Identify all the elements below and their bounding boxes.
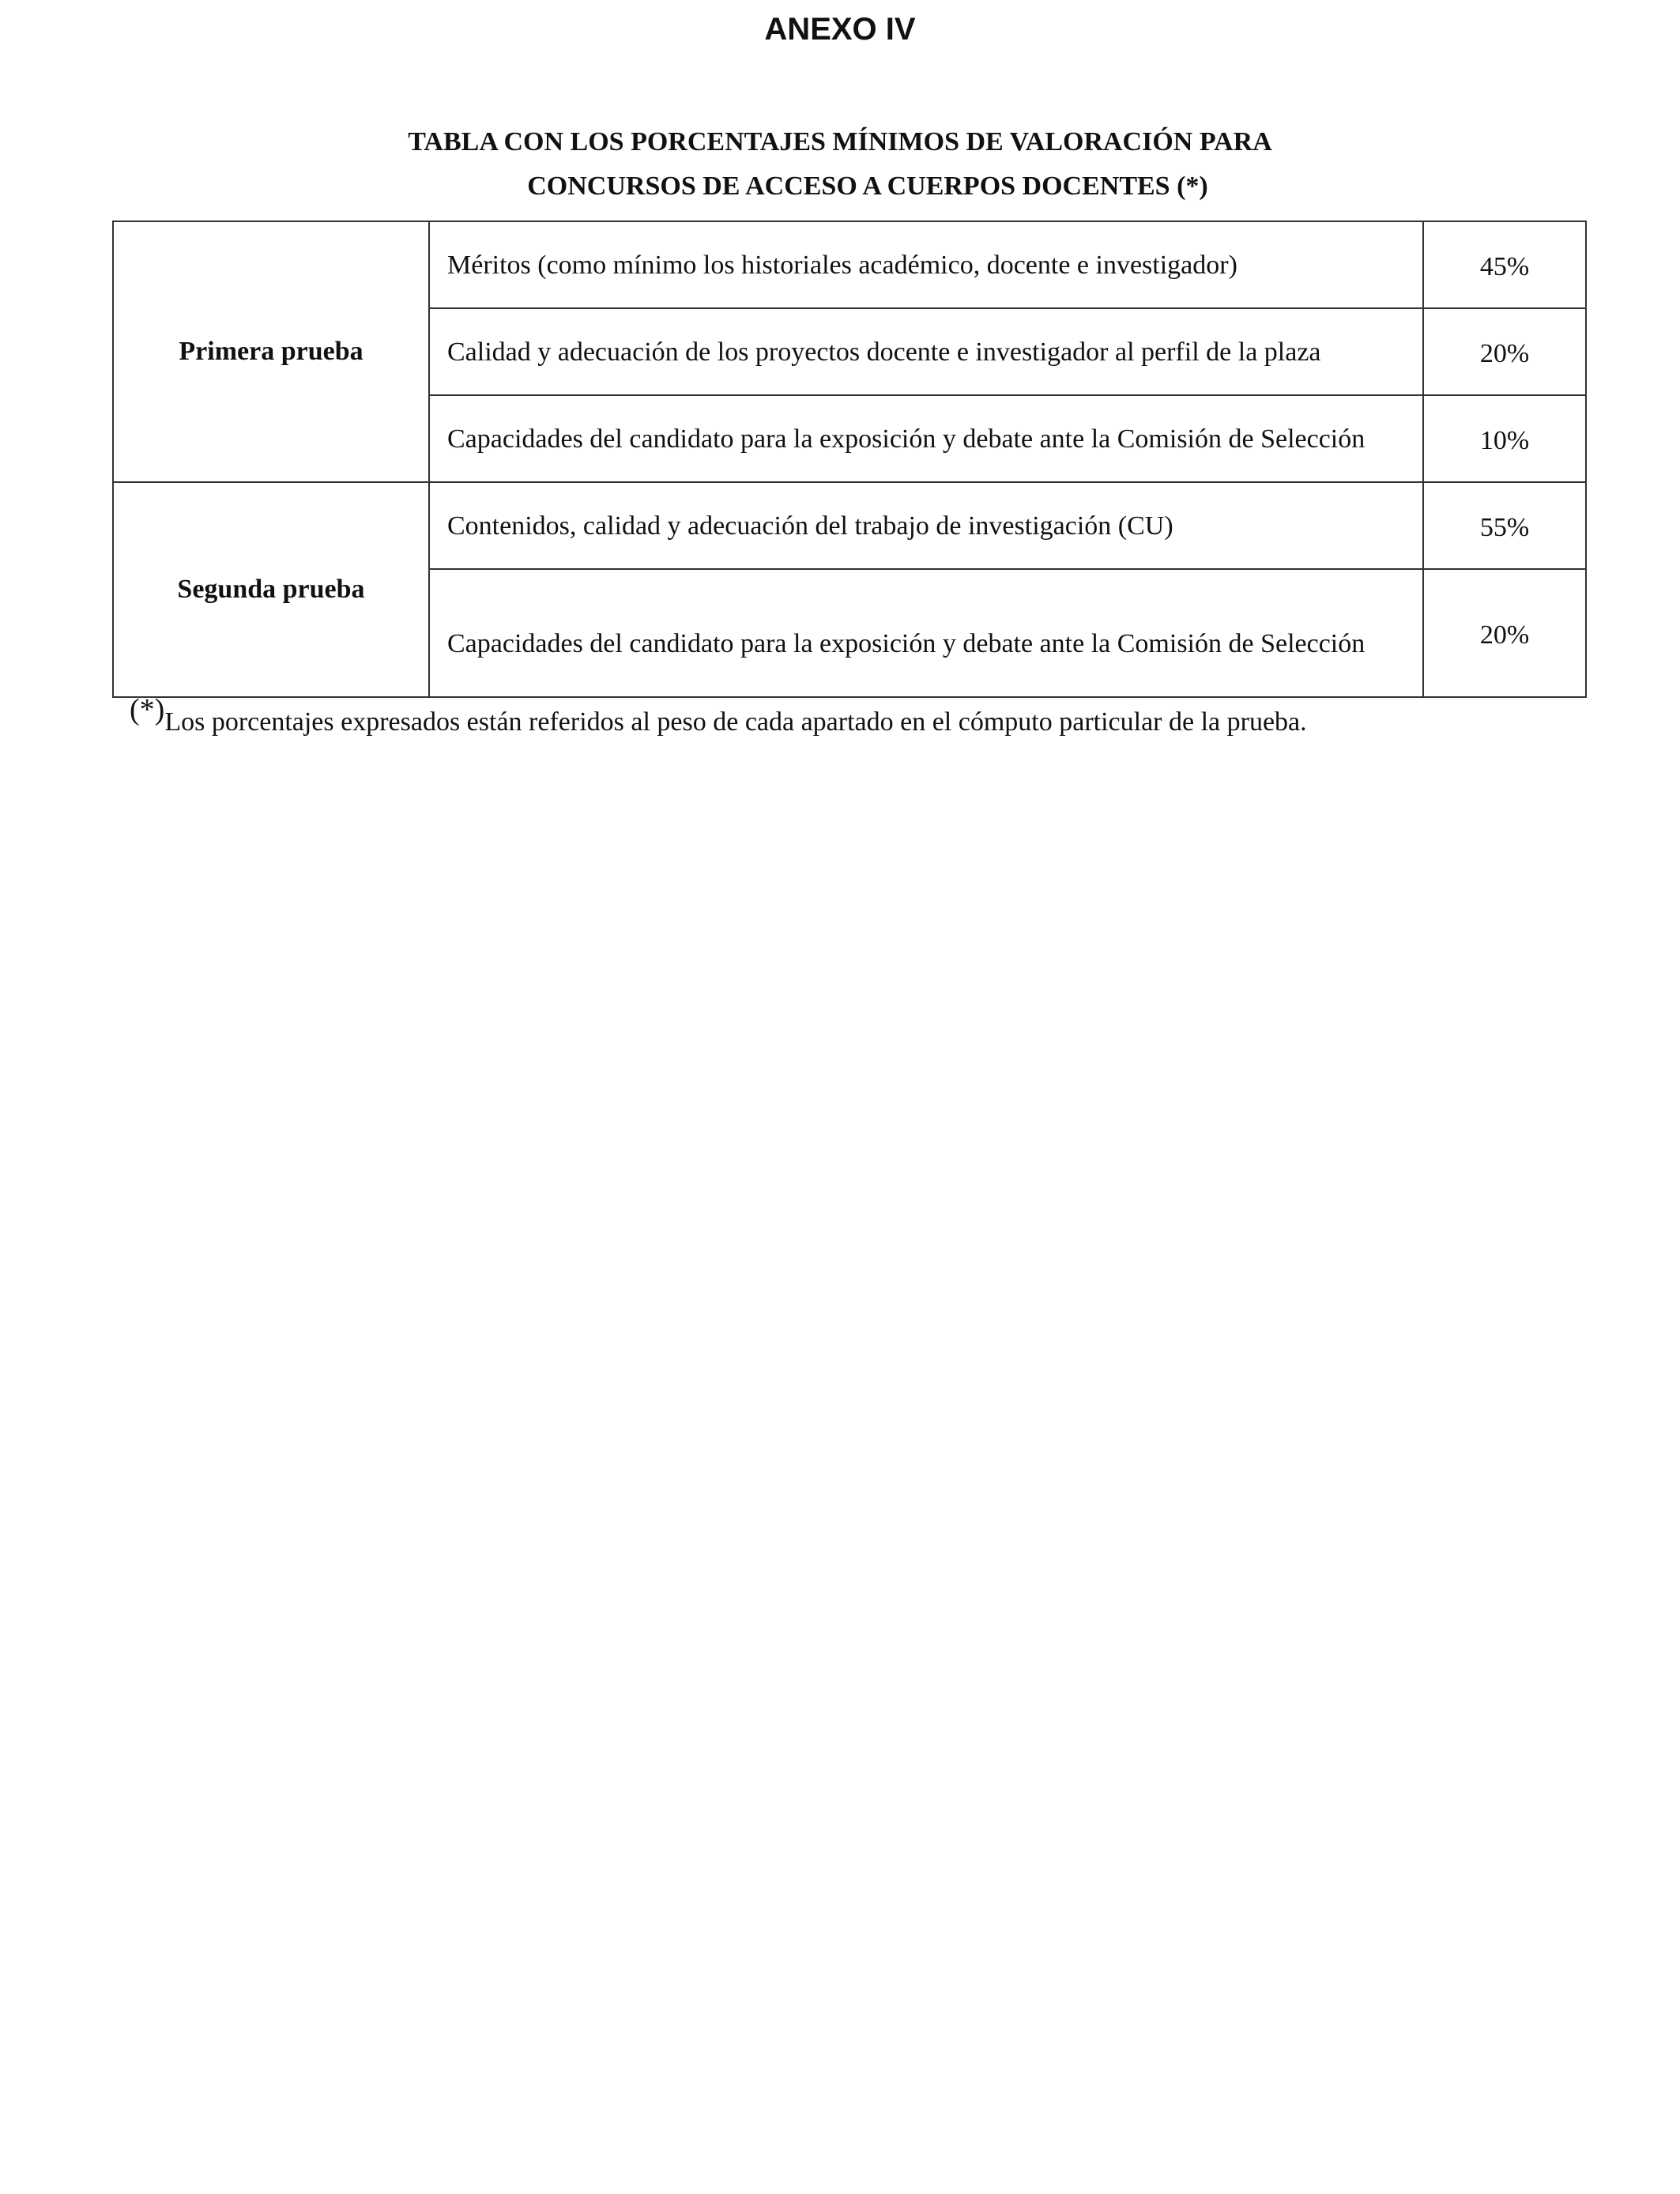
valuation-table: [112, 221, 1587, 698]
table-title-line-2: CONCURSOS DE ACCESO A CUERPOS DOCENTES (*): [527, 172, 1208, 201]
criterion-cell: Contenidos, calidad y adecuación del trabajo de investigación (CU): [429, 482, 1423, 569]
table-title: [0, 120, 1680, 209]
annex-title: ANEXO IV: [764, 12, 916, 47]
footnote: [130, 693, 1591, 738]
test-name-segunda-prueba: Segunda prueba: [113, 482, 429, 697]
criterion-cell: Méritos (como mínimo los historiales académico, docente e investigador): [429, 221, 1423, 308]
footnote-text: Los porcentajes expresados están referidos al peso de cada apartado en el cómputo particular de la prueba.: [164, 707, 1307, 737]
criterion-cell: Capacidades del candidato para la exposición y debate ante la Comisión de Selección: [429, 569, 1423, 697]
test-name-primera-prueba: Primera prueba: [113, 221, 429, 482]
percentage-cell: 20%: [1423, 569, 1586, 697]
table-row: [113, 221, 1586, 308]
table-row: [113, 482, 1586, 569]
percentage-cell: 20%: [1423, 308, 1586, 395]
table-title-line-1: TABLA CON LOS PORCENTAJES MÍNIMOS DE VALORACIÓN PARA: [408, 127, 1272, 156]
criterion-cell: Capacidades del candidato para la exposición y debate ante la Comisión de Selección: [429, 395, 1423, 482]
criterion-cell: Calidad y adecuación de los proyectos docente e investigador al perfil de la plaza: [429, 308, 1423, 395]
percentage-cell: 55%: [1423, 482, 1586, 569]
footnote-marker: (*): [130, 693, 165, 726]
percentage-cell: 10%: [1423, 395, 1586, 482]
percentage-cell: 45%: [1423, 221, 1586, 308]
